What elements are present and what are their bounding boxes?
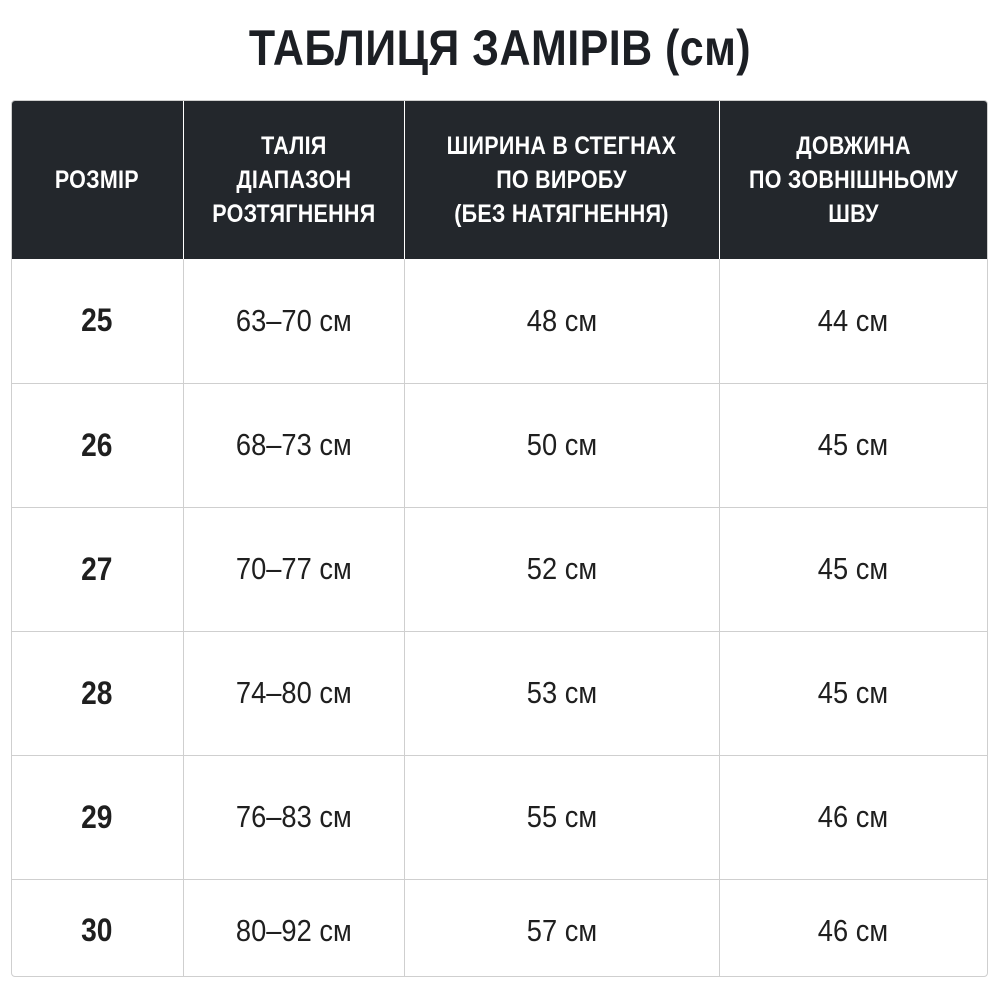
size-chart-table (11, 100, 988, 977)
cell-waist (183, 507, 404, 631)
cell-outseam-value: 45 см (818, 427, 889, 462)
header-size (12, 101, 183, 259)
cell-size-value: 26 (81, 426, 113, 463)
cell-waist (183, 755, 404, 879)
cell-size (12, 383, 183, 507)
table-row (12, 631, 987, 755)
cell-hip-width-value: 57 см (526, 912, 597, 948)
cell-hip-width (404, 259, 719, 383)
cell-waist-value: 74–80 см (235, 675, 352, 710)
cell-size (12, 507, 183, 631)
cell-outseam (719, 631, 987, 755)
cell-waist-value: 68–73 см (235, 427, 352, 462)
cell-outseam-value: 45 см (818, 551, 889, 586)
header-outseam-length-label: ДОВЖИНА ПО ЗОВНІШНЬОМУ ШВУ (748, 132, 958, 228)
table-body (12, 259, 987, 977)
cell-hip-width (404, 383, 719, 507)
table-row (12, 259, 987, 383)
cell-hip-width (404, 755, 719, 879)
cell-hip-width-value: 48 см (526, 302, 597, 338)
cell-waist-value: 76–83 см (235, 799, 352, 834)
header-waist-label: ТАЛІЯ ДІАПАЗОН РОЗТЯГНЕННЯ (211, 132, 376, 228)
cell-size-value: 29 (81, 798, 113, 835)
cell-size (12, 755, 183, 879)
cell-hip-width-value: 50 см (526, 427, 597, 462)
header-waist (183, 101, 404, 259)
cell-size-value: 27 (81, 550, 113, 587)
cell-hip-width-value: 53 см (526, 675, 597, 710)
cell-outseam (719, 755, 987, 879)
header-hip-width (404, 101, 719, 259)
cell-size (12, 259, 183, 383)
cell-waist (183, 879, 404, 977)
table-header (12, 101, 987, 259)
header-size-label: РОЗМІР (55, 166, 140, 194)
cell-outseam-value: 46 см (818, 799, 889, 834)
header-row (12, 101, 987, 259)
cell-waist-value: 63–70 см (235, 302, 352, 338)
cell-waist (183, 259, 404, 383)
cell-outseam-value: 45 см (818, 675, 889, 710)
cell-waist-value: 70–77 см (235, 551, 352, 586)
cell-waist (183, 383, 404, 507)
header-hip-width-label: ШИРИНА В СТЕГНАХ ПО ВИРОБУ (БЕЗ НАТЯГНЕННЯ) (446, 132, 677, 228)
cell-outseam (719, 259, 987, 383)
cell-outseam (719, 879, 987, 977)
cell-size-value: 30 (81, 912, 113, 949)
cell-hip-width-value: 52 см (526, 551, 597, 586)
header-outseam-length (719, 101, 987, 259)
cell-size-value: 28 (81, 674, 113, 711)
cell-outseam-value: 44 см (818, 302, 889, 338)
table-row (12, 383, 987, 507)
size-table (12, 101, 987, 977)
cell-hip-width (404, 879, 719, 977)
cell-outseam (719, 383, 987, 507)
cell-size (12, 631, 183, 755)
cell-size (12, 879, 183, 977)
table-row (12, 755, 987, 879)
cell-hip-width (404, 507, 719, 631)
table-row (12, 879, 987, 977)
page-title: ТАБЛИЦЯ ЗАМІРІВ (см) (248, 20, 752, 76)
cell-hip-width-value: 55 см (526, 799, 597, 834)
cell-size-value: 25 (81, 302, 113, 339)
cell-outseam (719, 507, 987, 631)
table-row (12, 507, 987, 631)
cell-outseam-value: 46 см (818, 912, 889, 948)
cell-waist (183, 631, 404, 755)
cell-waist-value: 80–92 см (235, 912, 352, 948)
cell-hip-width (404, 631, 719, 755)
